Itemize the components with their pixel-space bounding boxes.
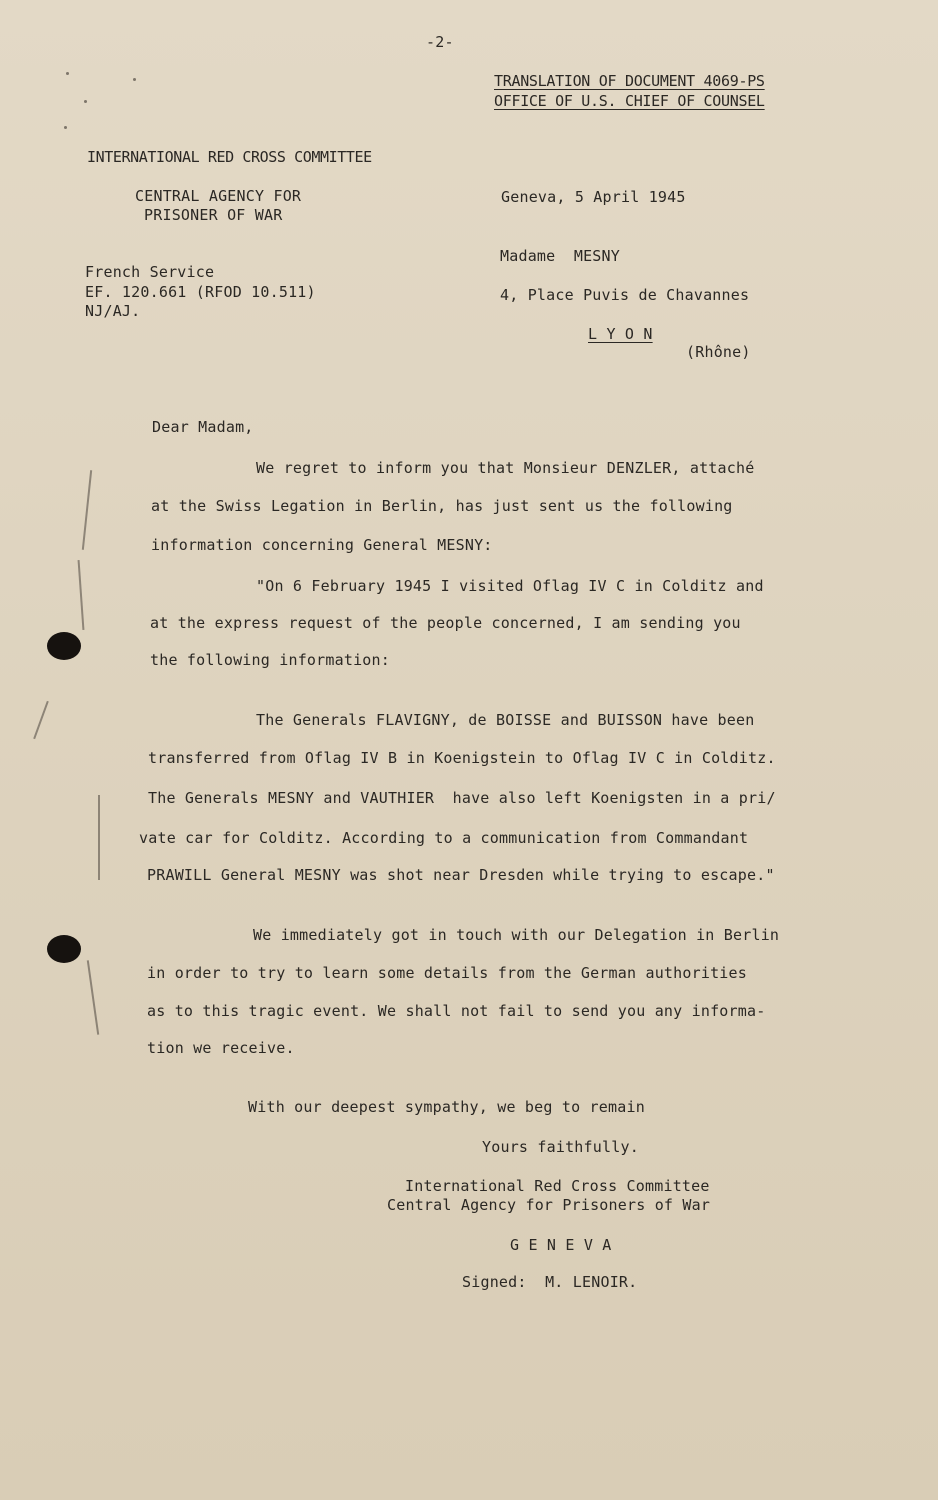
paragraph-3-line: transferred from Oflag IV B in Koenigstein to Oflag IV C in Colditz. [148,749,776,767]
punch-hole-top [47,632,81,660]
sender-reference: EF. 120.661 (RFOD 10.511) [85,283,316,301]
sender-service: French Service [85,263,215,281]
paragraph-4-line: as to this tragic event. We shall not fail to send you any informa- [147,1002,766,1020]
paragraph-4-line: in order to try to learn some details from the German authorities [147,964,747,982]
closing-yours: Yours faithfully. [482,1138,639,1156]
salutation: Dear Madam, [152,418,254,436]
page-number: -2- [426,33,454,51]
signature-org-line1: International Red Cross Committee [405,1177,710,1195]
header-office-line: OFFICE OF U.S. CHIEF OF COUNSEL [494,92,765,110]
paragraph-3-line: The Generals FLAVIGNY, de BOISSE and BUISSON have been [256,711,755,729]
paragraph-3-line: vate car for Colditz. According to a communication from Commandant [139,829,749,847]
speck [133,78,136,81]
sender-agency-line1: CENTRAL AGENCY FOR [135,187,302,205]
speck [64,126,67,129]
paragraph-1-line: We regret to inform you that Monsieur DENZLER, attaché [256,459,755,477]
recipient-city: L Y O N [588,325,653,343]
signature: Signed: M. LENOIR. [462,1273,638,1291]
paragraph-4-line: tion we receive. [147,1039,295,1057]
sender-agency-line2: PRISONER OF WAR [144,206,283,224]
speck [66,72,69,75]
paragraph-2-line: the following information: [150,651,390,669]
paragraph-1-line: information concerning General MESNY: [151,536,493,554]
paragraph-2-line: at the express request of the people concerned, I am sending you [150,614,741,632]
punch-hole-bottom [47,935,81,963]
margin-line-3 [98,795,100,880]
recipient-name: Madame MESNY [500,247,620,265]
speck [84,100,87,103]
recipient-street: 4, Place Puvis de Chavannes [500,286,750,304]
date-line: Geneva, 5 April 1945 [501,188,686,206]
paragraph-3-line: PRAWILL General MESNY was shot near Dresden while trying to escape." [147,866,775,884]
sender-org: INTERNATIONAL RED CROSS COMMITTEE [87,148,372,166]
signature-city: G E N E V A [510,1236,612,1254]
sender-initials: NJ/AJ. [85,302,141,320]
paragraph-1-line: at the Swiss Legation in Berlin, has just sent us the following [151,497,733,515]
recipient-region: (Rhône) [686,343,751,361]
signature-org-line2: Central Agency for Prisoners of War [387,1196,711,1214]
paragraph-4-line: We immediately got in touch with our Delegation in Berlin [253,926,780,944]
paragraph-2-line: "On 6 February 1945 I visited Oflag IV C in Colditz and [256,577,764,595]
header-translation-line: TRANSLATION OF DOCUMENT 4069-PS [494,72,765,90]
paragraph-3-line: The Generals MESNY and VAUTHIER have also left Koenigsten in a pri/ [148,789,776,807]
closing-line: With our deepest sympathy, we beg to remain [248,1098,645,1116]
